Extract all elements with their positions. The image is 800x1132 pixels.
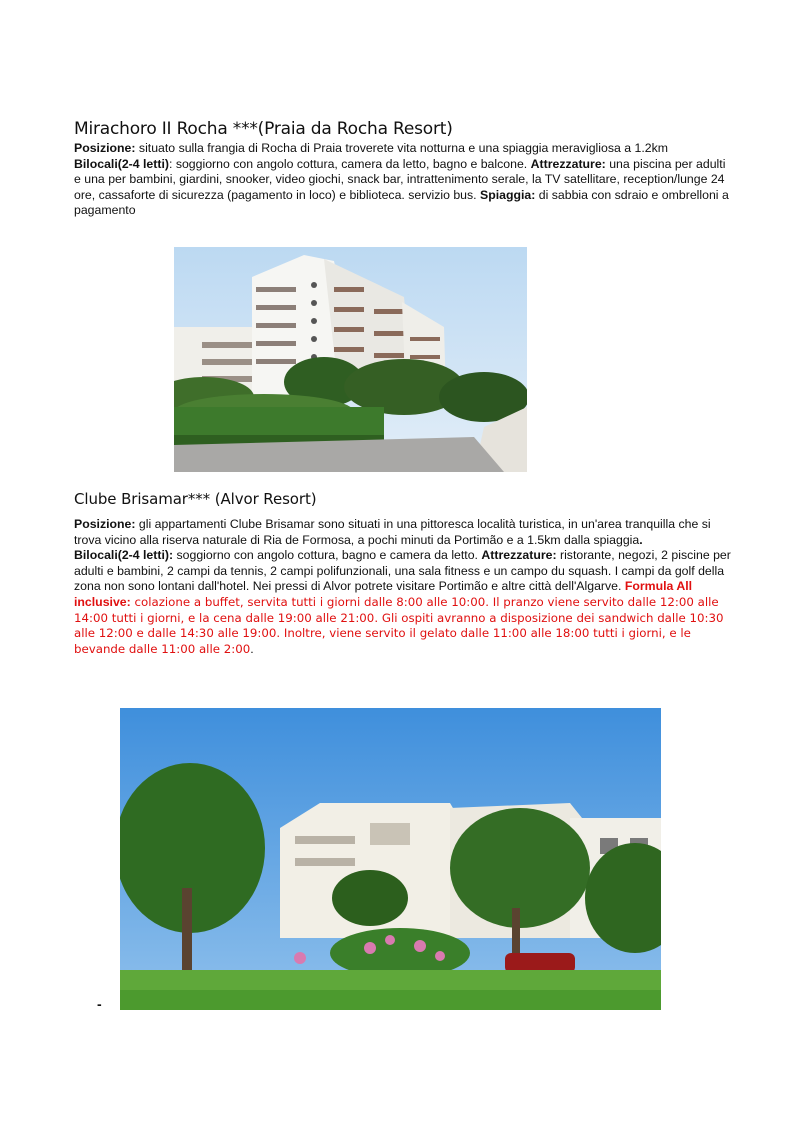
- hotel1-title: Mirachoro II Rocha ***(Praia da Rocha Resort): [74, 119, 453, 139]
- hotel2-attrezzature-text: ristorante, negozi, 2 piscine per adulti e bambini, 2 campi da tennis, 2 campi polifunzionali, una sala fitness e un campo du squash. I campi da golf della zona non sono lontani dall'hotel. Nei pressi di Alvor potrete visitare Portimão e altre città dell'Algarve.: [74, 548, 731, 594]
- hotel1-bilocali-label: Bilocali(2-4 letti): [74, 156, 169, 171]
- hotel1-bilocali-text: : soggiorno con angolo cottura, camera da letto, bagno e balcone.: [168, 156, 531, 171]
- hotel1-attrezzature-text: una piscina per adulti e una per bambini, giardini, snooker, video giochi, snack bar, intrattenimento serale, la TV satellitare, reception/lunge 24 ore, cassaforte di sicurezza (pagamento in loco) e biblioteca. servizio bus.: [74, 156, 726, 202]
- hotel1-spiaggia-text: di sabbia con sdraio e ombrelloni a pagamento: [74, 187, 729, 218]
- hotel2-description: [74, 517, 734, 657]
- hotel1-photo: [174, 247, 527, 472]
- hotel1-posizione-label: Posizione:: [74, 141, 136, 155]
- hotel1-posizione-text: situato sulla frangia di Rocha di Praia troverete vita notturna e una spiaggia meravigliosa a 1.2km: [135, 141, 668, 155]
- hotel1-attrezzature-label: Attrezzature:: [530, 156, 606, 171]
- hotel2-posizione-text: gli appartamenti Clube Brisamar sono situati in una pittoresca località turistica, in un'area tranquilla che si trova vicino alla riserva naturale di Ria de Formosa, a pochi minuti da Portimão e a 1.5km dalla spiaggia: [74, 517, 711, 547]
- hotel2-title: Clube Brisamar*** (Alvor Resort): [74, 490, 317, 508]
- hotel2-attrezzature-label: Attrezzature:: [481, 548, 557, 563]
- hotel2-posizione-end: .: [639, 532, 643, 547]
- hotel2-bilocali-text: soggiorno con angolo cottura, bagno e camera da letto.: [173, 548, 482, 563]
- hotel2-formula-text: colazione a buffet, servita tutti i giorni dalle 8:00 alle 10:00. Il pranzo viene servito dalle 12:00 alle 14:00 tutti i giorni, e la cena dalle 19:00 alle 21:00. Gli ospiti avranno a disposizione dei sandwich dalle 10:30 alle 12:00 e dalle 14:30 alle 19:00. Inoltre, viene servito il gelato dalle 11:00 alle 18:00 tutti i giorni, e le bevande dalle 11:00 alle 2:00: [74, 594, 724, 656]
- hotel2-bilocali-label: Bilocali(2-4 letti):: [74, 548, 174, 563]
- footer-dash: -: [97, 996, 102, 1012]
- hotel1-spiaggia-label: Spiaggia:: [480, 187, 536, 202]
- hotel2-formula-end: .: [250, 641, 254, 656]
- hotel2-formula-label: Formula All inclusive:: [74, 579, 693, 609]
- hotel2-posizione-label: Posizione:: [74, 517, 136, 531]
- hotel2-photo: [120, 708, 661, 1010]
- hotel1-description: [74, 141, 734, 219]
